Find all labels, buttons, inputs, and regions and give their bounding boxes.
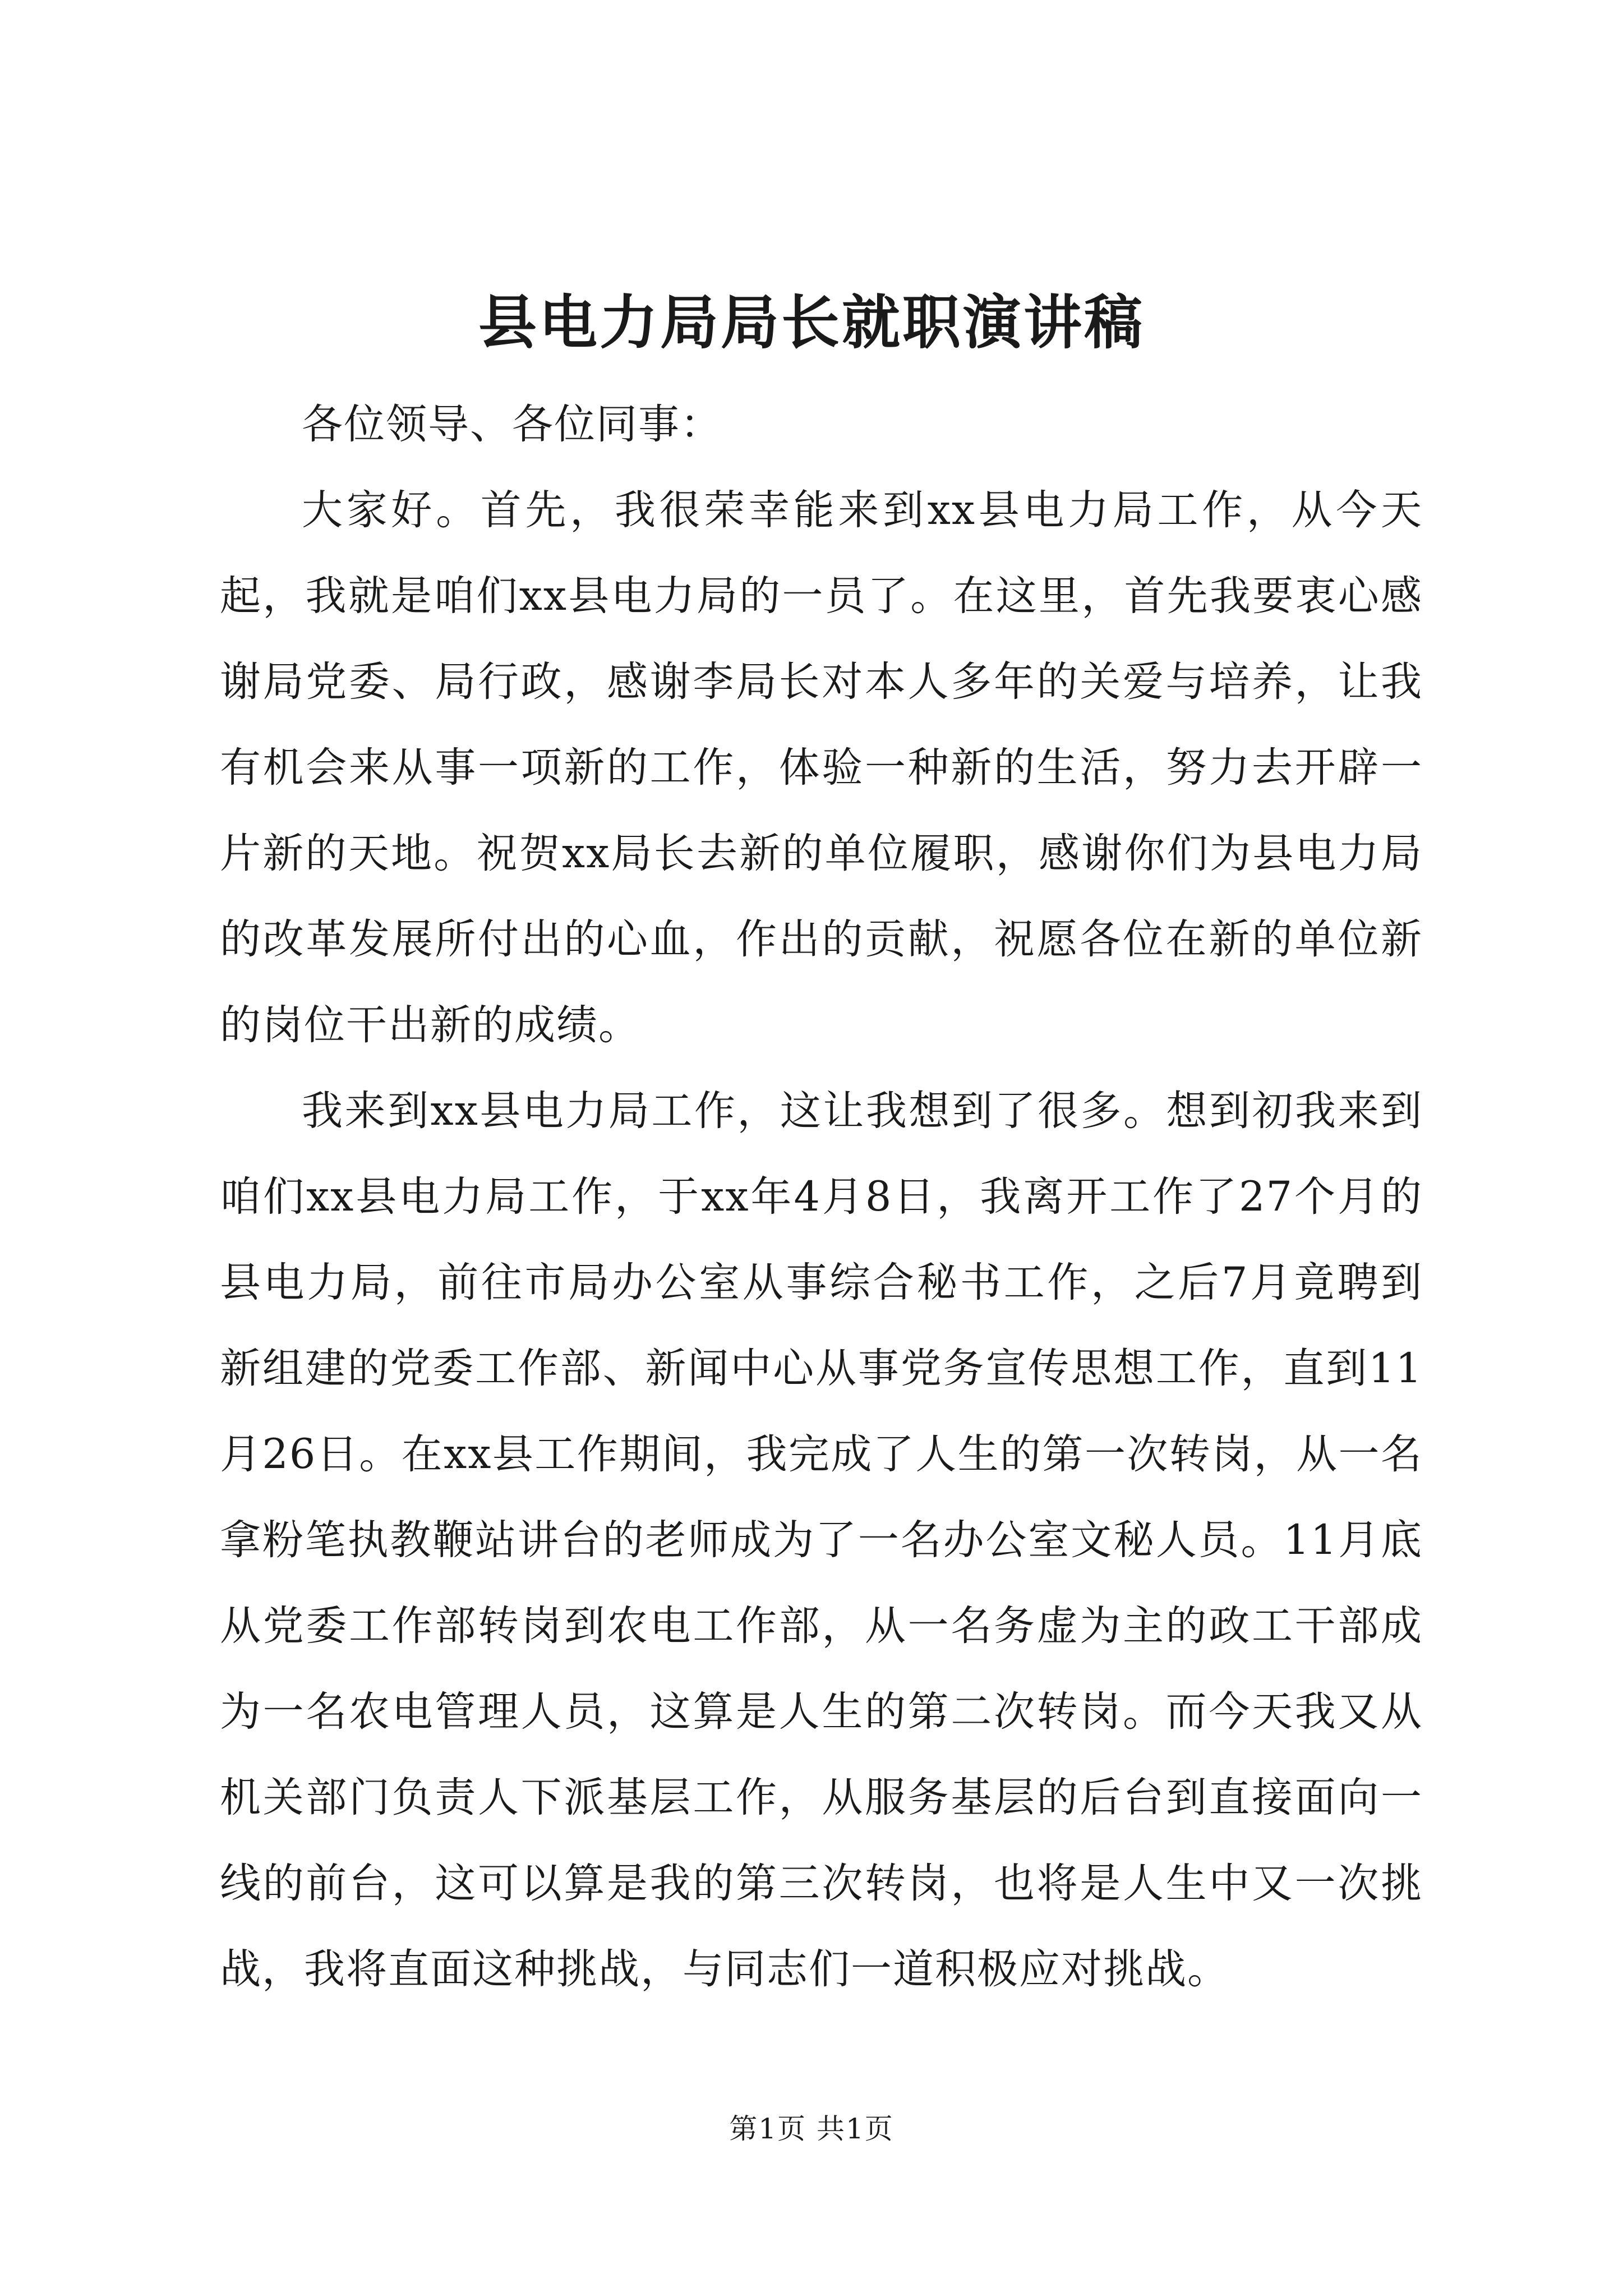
body-paragraph: 大家好。首先，我很荣幸能来到xx县电力局工作，从今天起，我就是咱们xx县电力局的一员了。在这里，首先我要衷心感谢局党委、局行政，感谢李局长对本人多年的关爱与培养，让我有机会来从事一项新的工作，体验一种新的生活，努力去开辟一片新的天地。祝贺xx局长去新的单位履职，感谢你们为县电力局的改革发展所付出的心血，作出的贡献，祝愿各位在新的单位新的岗位干出新的成绩。 [220, 486, 1423, 1049]
page-footer: 第1页 共1页 [729, 2113, 894, 2145]
document-body [220, 381, 1423, 2012]
salutation-paragraph: 各位领导、各位同事： [302, 401, 722, 448]
body-paragraph: 我来到xx县电力局工作，这让我想到了很多。想到初我来到咱们xx县电力局工作，于xx年4月8日，我离开工作了27个月的县电力局，前往市局办公室从事综合秘书工作，之后7月竟聘到新组建的党委工作部、新闻中心从事党务宣传思想工作，直到11月26日。在xx县工作期间，我完成了人生的第一次转岗，从一名拿粉笔执教鞭站讲台的老师成为了一名办公室文秘人员。11月底从党委工作部转岗到农电工作部，从一名务虚为主的政工干部成为一名农电管理人员，这算是人生的第二次转岗。而今天我又从机关部门负责人下派基层工作，从服务基层的后台到直接面向一线的前台，这可以算是我的第三次转岗，也将是人生中又一次挑战，我将直面这种挑战，与同志们一道积极应对挑战。 [220, 1087, 1423, 1993]
document-title: 县电力局局长就职演讲稿 [478, 288, 1145, 357]
